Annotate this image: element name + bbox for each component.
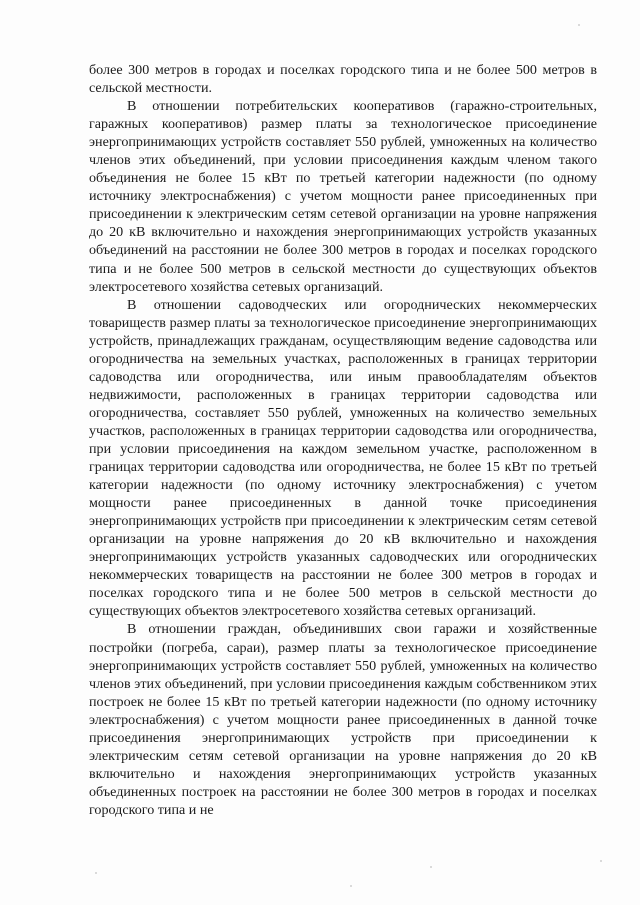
paragraph-citizens-garages: В отношении граждан, объединивших свои гаражи и хозяйственные постройки (погреба, сараи), размер платы за технологическое присоединение энергопринимающих устройств составляет 550 рублей, умноженных на количество членов этих объединений, при условии присоединения каждым собственником этих построек не более 15 кВт по третьей категории надежности (по одному источнику электроснабжения) с учетом мощности ранее присоединенных в данной точке присоединения энергопринимающих устройств при присоединении к электрическим сетям сетевой организации на уровне напряжения до 20 кВ включительно и нахождения энергопринимающих устройств указанных объединенных построек на расстоянии не более 300 метров в городах и поселках городского типа и не <box>89 621 597 818</box>
scan-speck <box>578 24 580 26</box>
scan-speck <box>600 860 602 862</box>
paragraph-consumer-cooperatives: В отношении потребительских кооперативов (гаражно-строительных, гаражных кооперативов) размер платы за технологическое присоединение энергопринимающих устройств составляет 550 рублей, умноженных на количество членов этих объединений, при условии присоединения каждым членом такого объединения не более 15 кВт по третьей категории надежности (по одному источнику электроснабжения) с учетом мощности ранее присоединенных при присоединении к электрическим сетям сетевой организации на уровне напряжения до 20 кВ включительно и нахождения энергопринимающих устройств указанных объединений на расстоянии не более 300 метров в городах и поселках городского типа и не более 500 метров в сельской местности до существующих объектов электросетевого хозяйства сетевых организаций. <box>89 98 597 295</box>
paragraph-continuation: более 300 метров в городах и поселках городского типа и не более 500 метров в сельской местности. <box>89 62 597 97</box>
scan-speck <box>430 866 432 868</box>
paragraph-gardening-partnerships: В отношении садоводческих или огороднических некоммерческих товариществ размер платы за технологическое присоединение энергопринимающих устройств, принадлежащих гражданам, осуществляющим ведение садоводства или огородничества на земельных участках, расположенных в границах территории садоводства или огородничества, или иным правообладателям объектов недвижимости, расположенных в границах территории садоводства или огородничества, составляет 550 рублей, умноженных на количество земельных участков, расположенных в границах территории садоводства или огородничества, при условии присоединения на каждом земельном участке, расположенном в границах территории садоводства или огородничества, не более 15 кВт по третьей категории надежности (по одному источнику электроснабжения) с учетом мощности ранее присоединенных в данной точке присоединения энергопринимающих устройств при присоединении к электрическим сетям сетевой организации на уровне напряжения до 20 кВ включительно и нахождения энергопринимающих устройств указанных садоводческих или огороднических некоммерческих товариществ на расстоянии не более 300 метров в городах и поселках городского типа и не более 500 метров в сельской местности до существующих объектов электросетевого хозяйства сетевых организаций. <box>89 296 597 620</box>
document-body <box>89 61 597 819</box>
scan-speck <box>350 885 352 887</box>
scan-speck <box>95 872 97 874</box>
